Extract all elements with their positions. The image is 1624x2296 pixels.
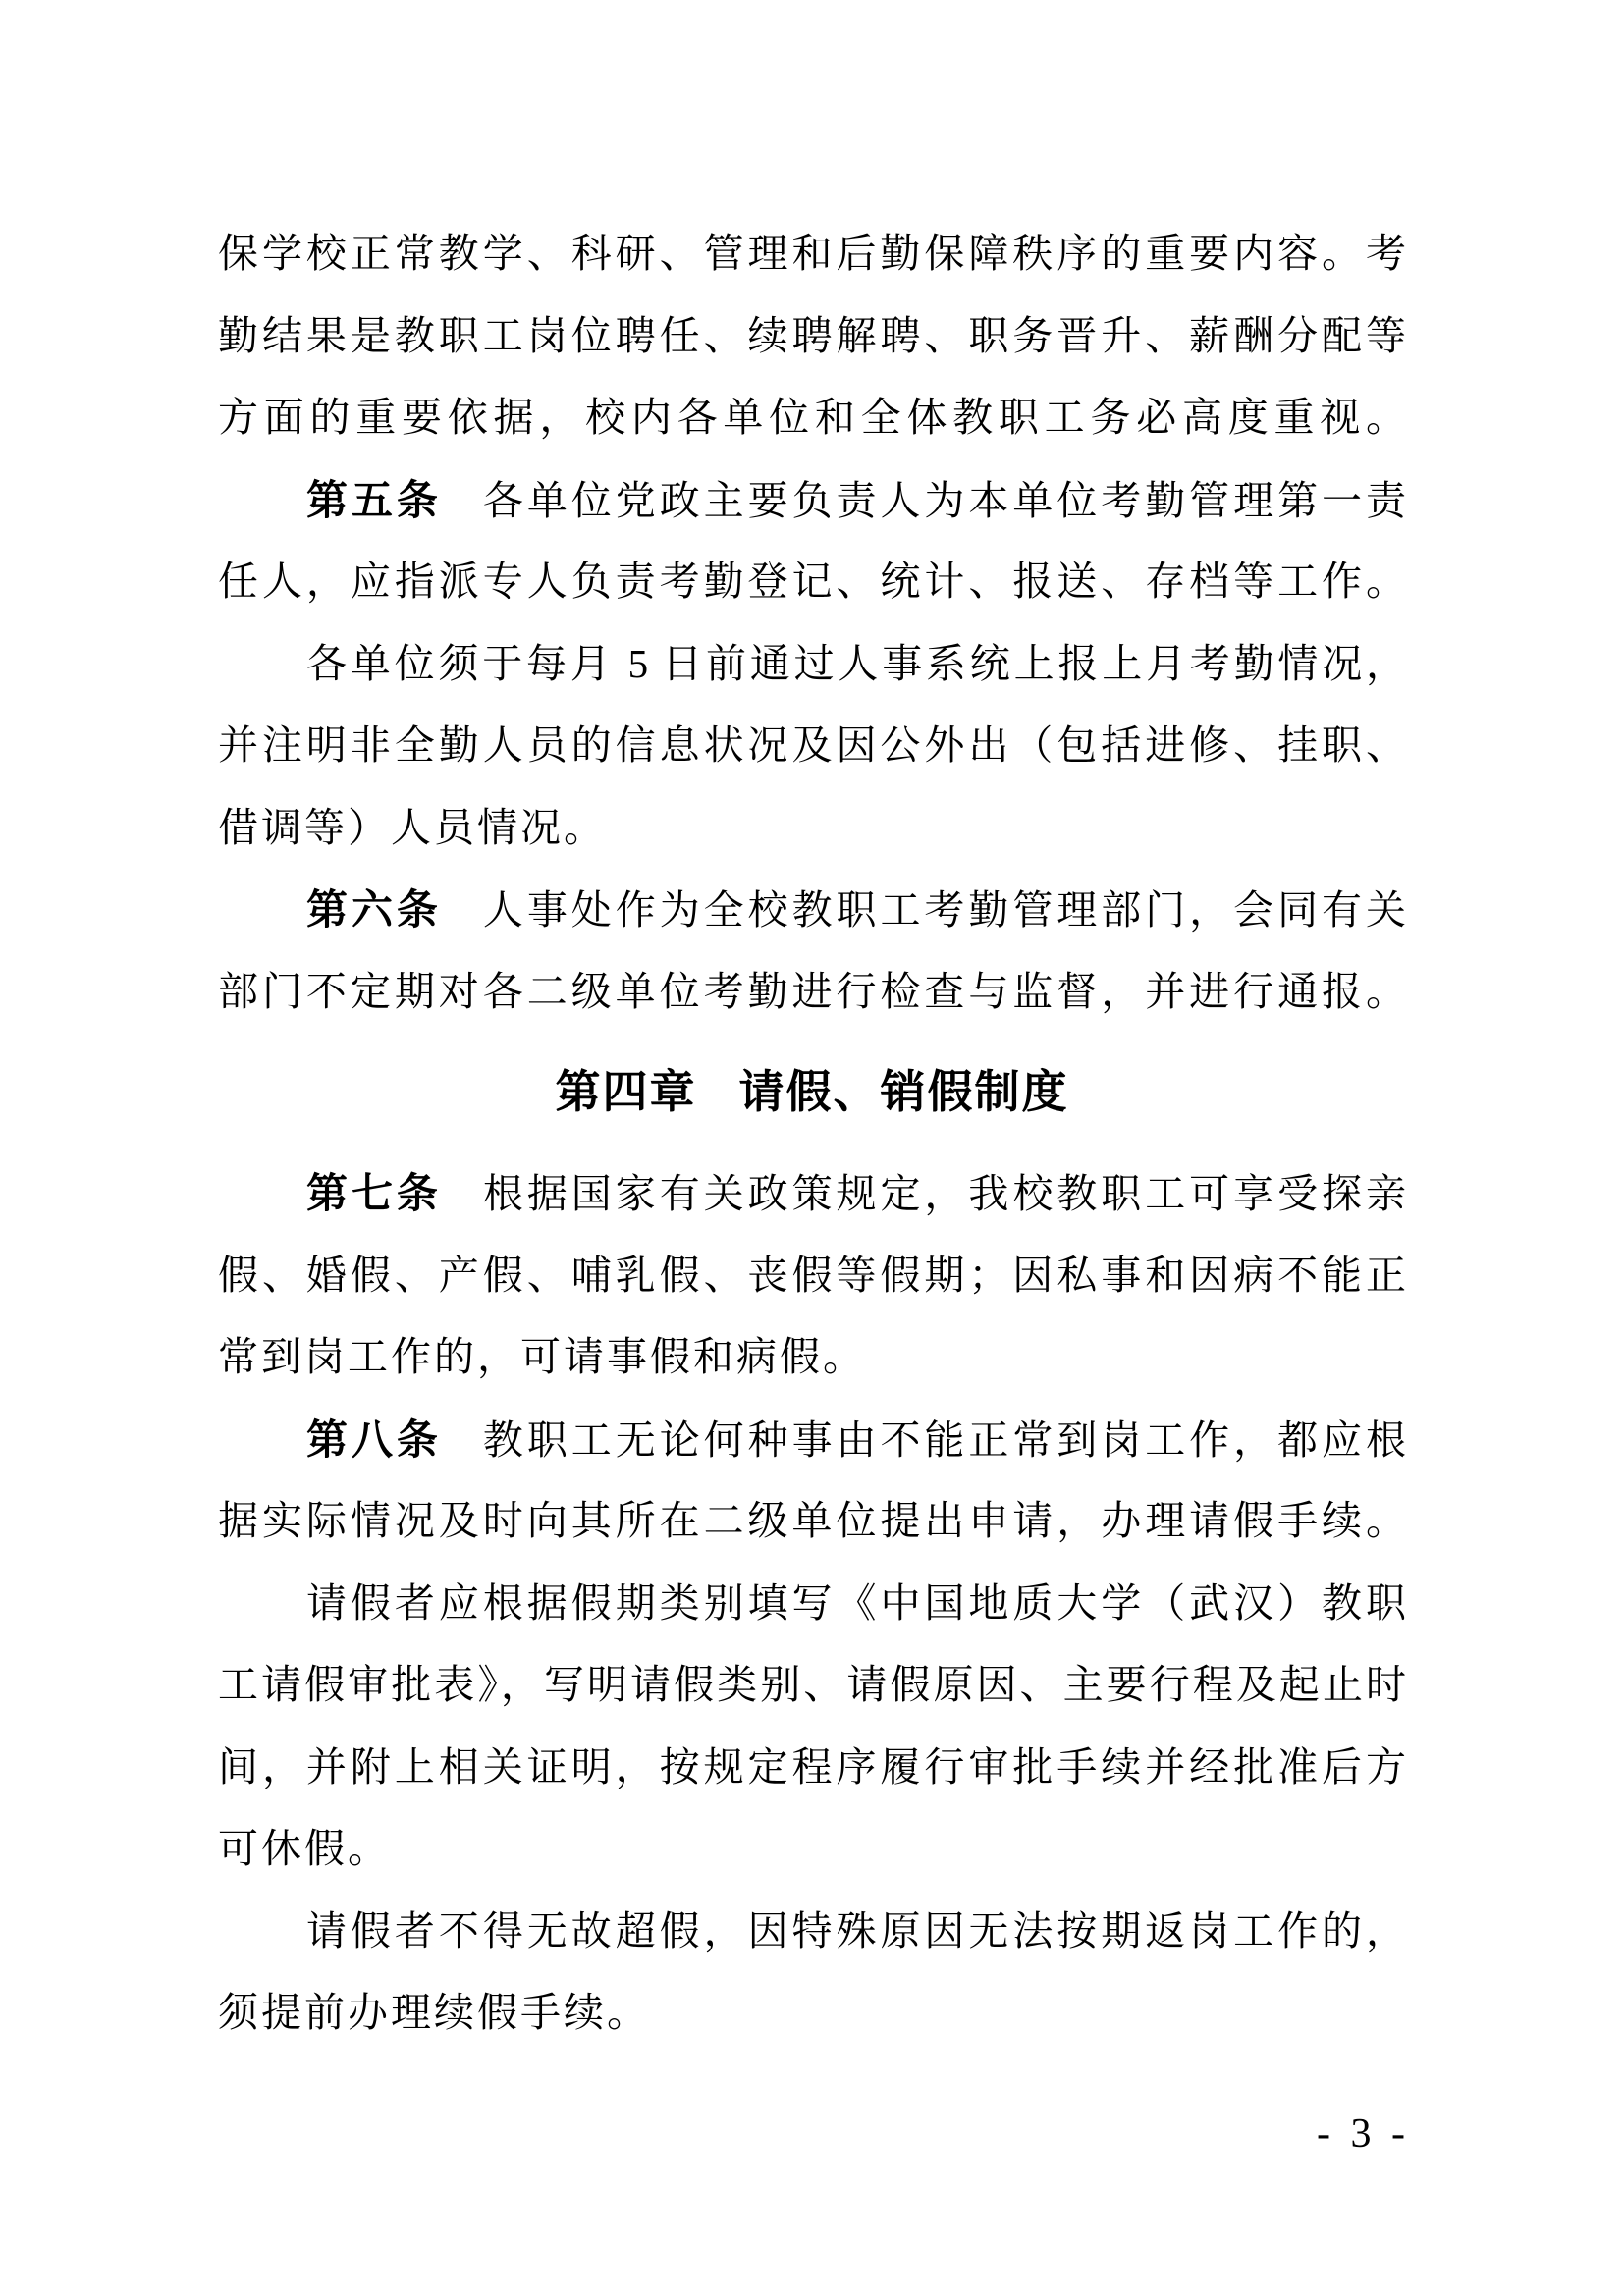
line-text: 可休假。 — [218, 1826, 391, 1871]
line-text: 教职工无论何种事由不能正常到岗工作，都应根 — [482, 1416, 1406, 1463]
line-text: 勤结果是教职工岗位聘任、续聘解聘、职务晋升、薪酬分配等 — [218, 312, 1406, 358]
line-text: 请假者应根据假期类别填写《中国地质大学（武汉）教职 — [306, 1579, 1406, 1626]
line-text: 各单位须于每月 5 日前通过人事系统上报上月考勤情况， — [306, 640, 1406, 686]
text-line — [218, 787, 1406, 870]
chapter-heading — [218, 1050, 1406, 1133]
line-text: 间，并附上相关证明，按规定程序履行审批手续并经批准后方 — [218, 1743, 1406, 1789]
article-number: 第六条 — [306, 886, 442, 933]
line-text: 人事处作为全校教职工考勤管理部门，会同有关 — [482, 887, 1406, 933]
text-line — [218, 459, 1406, 542]
line-text: 部门不定期对各二级单位考勤进行检查与监督，并进行通报。 — [218, 968, 1406, 1014]
line-text: 根据国家有关政策规定，我校教职工可享受探亲 — [482, 1171, 1406, 1216]
text-line — [218, 541, 1406, 623]
article-number: 第七条 — [306, 1170, 442, 1216]
line-text: 任人，应指派专人负责考勤登记、统计、报送、存档等工作。 — [218, 559, 1406, 604]
body-block-upper — [218, 213, 1406, 1033]
text-line — [218, 1399, 1406, 1481]
page-number: - 3 - — [1317, 2111, 1410, 2157]
line-text: 借调等）人员情况。 — [218, 804, 607, 850]
line-text: 请假者不得无故超假，因特殊原因无法按期返岗工作的， — [306, 1907, 1406, 1953]
line-text: 方面的重要依据，校内各单位和全体教职工务必高度重视。 — [218, 395, 1406, 440]
line-text: 常到岗工作的，可请事假和病假。 — [218, 1334, 866, 1379]
text-line — [218, 1563, 1406, 1645]
line-text: 各单位党政主要负责人为本单位考勤管理第一责 — [482, 477, 1406, 523]
line-text: 保学校正常教学、科研、管理和后勤保障秩序的重要内容。考 — [218, 231, 1406, 276]
chapter-number-label: 第四章 — [555, 1066, 697, 1117]
text-line — [218, 1316, 1406, 1399]
text-line — [218, 377, 1406, 459]
text-line — [218, 1891, 1406, 1973]
line-text: 并注明非全勤人员的信息状况及因公外出（包括进修、挂职、 — [218, 722, 1406, 768]
text-line — [218, 869, 1406, 951]
text-line — [218, 213, 1406, 295]
line-text: 须提前办理续假手续。 — [218, 1990, 650, 2035]
line-text: 据实际情况及时向其所在二级单位提出申请，办理请假手续。 — [218, 1498, 1406, 1543]
text-line — [218, 1235, 1406, 1317]
text-line — [218, 295, 1406, 378]
text-line — [218, 951, 1406, 1034]
article-number: 第五条 — [306, 476, 442, 523]
text-line — [218, 1972, 1406, 2055]
text-line — [218, 1808, 1406, 1891]
line-text: 假、婚假、产假、哺乳假、丧假等假期；因私事和因病不能正 — [218, 1252, 1406, 1298]
line-text: 工请假审批表》，写明请假类别、请假原因、主要行程及起止时 — [218, 1662, 1406, 1707]
text-line — [218, 1152, 1406, 1235]
chapter-title: 请假、销假制度 — [738, 1066, 1069, 1117]
text-line — [218, 623, 1406, 706]
text-line — [218, 1480, 1406, 1563]
text-line — [218, 705, 1406, 787]
text-line — [218, 1727, 1406, 1809]
article-number: 第八条 — [306, 1415, 442, 1463]
text-line — [218, 1644, 1406, 1727]
body-block-lower — [218, 1152, 1406, 2055]
